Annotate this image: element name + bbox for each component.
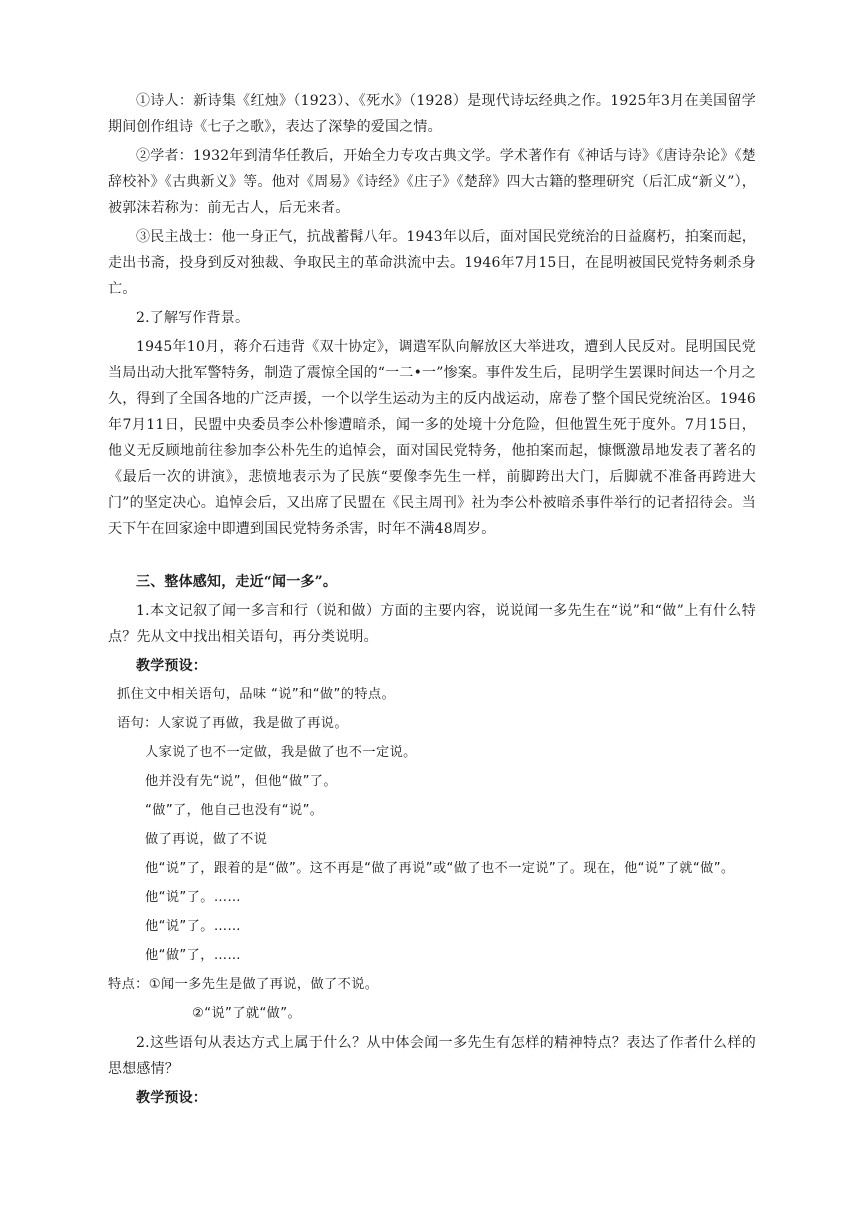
paragraph-scholar: ②学者：1932年到清华任教后，开始全力专攻古典文学。学术著作有《神话与诗》《唐诗杂论》《楚辞校补》《古典新义》等。他对《周易》《诗经》《庄子》《楚辞》四大古籍的整理研究（后汇成“新义”），被郭沫若称为：前无古人，后无来者。 (108, 148, 756, 216)
teaching-preset-label: 教学预设： (136, 658, 207, 674)
sentence-line: 他“说”了。…… (145, 919, 241, 934)
document-page (108, 88, 756, 1114)
sentence-line: 做了再说，做了不说 (145, 832, 268, 847)
question-1: 1.本文记叙了闻一多言和行（说和做）方面的主要内容，说说闻一多先生在“说”和“做”上有什么特点？先从文中找出相关语句，再分类说明。 (108, 603, 756, 645)
paragraph-background: 1945年10月，蒋介石违背《双十协定》，调遣军队向解放区大举进攻，遭到人民反对。昆明国民党当局出动大批军警特务，制造了震惊全国的“一二•一”惨案。事件发生后，昆明学生罢课时间达一个月之久，得到了全国各地的广泛声援，一个以学生运动为主的反内战运动，席卷了整个国民党统治区。1946年7月11日，民盟中央委员李公朴惨遭暗杀，闻一多的处境十分危险，但他置生死于度外。7月15日，他义无反顾地前往参加李公朴先生的追悼会，面对国民党特务，他拍案而起，慷慨激昂地发表了著名的《最后一次的讲演》，悲愤地表示为了民族“要像李先生一样，前脚跨出大门，后脚就不准备再跨进大门”的坚定决心。追悼会后，又出席了民盟在《民主周刊》社为李公朴被暗杀事件举行的记者招待会。当天下午在回家途中即遭到国民党特务杀害，时年不满48周岁。 (108, 339, 756, 537)
sentence-line: 语句：人家说了再做，我是做了再说。 (117, 716, 348, 731)
teaching-preset-label: 教学预设： (136, 1090, 207, 1106)
paragraph-democratic-fighter: ③民主战士：他一身正气，抗战蓄髯八年。1943年以后，面对国民党统治的日益腐朽，拍案而起，走出书斋，投身到反对独裁、争取民主的革命洪流中去。1946年7月15日，在昆明被国民党特务刺杀身亡。 (108, 229, 756, 297)
traits-line: 特点：①闻一多先生是做了再说，做了不说。 (108, 977, 379, 992)
sentence-line: 他“做”了，…… (145, 948, 241, 963)
question-2: 2.这些语句从表达方式上属于什么？从中体会闻一多先生有怎样的精神特点？表达了作者什么样的思想感情？ (108, 1035, 756, 1077)
sentence-line: “做”了，他自己也没有“说”。 (145, 803, 324, 818)
section-heading: 三、整体感知，走近“闻一多”。 (136, 574, 338, 590)
item-writing-background: 2.了解写作背景。 (136, 310, 250, 326)
sentence-line: 抓住文中相关语句，品味 “说”和“做”的特点。 (117, 687, 396, 702)
section-gap (108, 545, 756, 569)
paragraph-poet: ①诗人：新诗集《红烛》（1923）、《死水》（1928）是现代诗坛经典之作。1925年3月在美国留学期间创作组诗《七子之歌》，表达了深挚的爱国之情。 (108, 93, 756, 135)
sentence-line: 他“说”了，跟着的是“做”。这不再是“做了再说”或“做了也不一定说”了。现在，他“说”了就“做”。 (145, 861, 735, 876)
sentence-line: 人家说了也不一定做，我是做了也不一定说。 (145, 745, 417, 760)
sentence-line: 他并没有先“说”，但他“做”了。 (145, 774, 337, 789)
sentence-line: 他“说”了。…… (145, 890, 241, 905)
traits-line: ②“说”了就“做”。 (192, 1006, 302, 1021)
